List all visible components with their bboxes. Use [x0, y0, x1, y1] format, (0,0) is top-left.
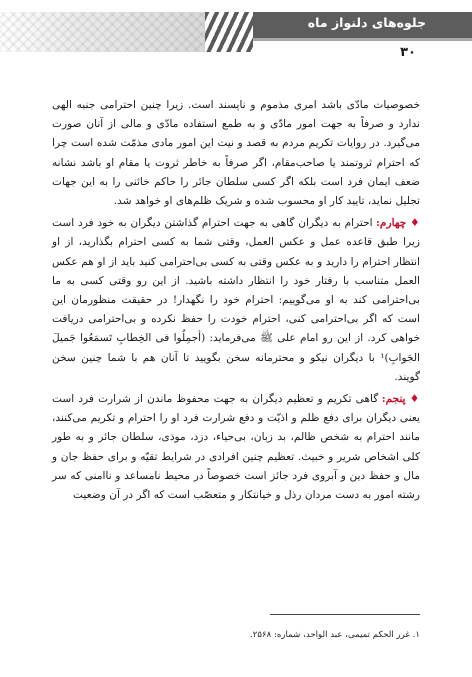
footnote-separator	[270, 614, 420, 615]
bullet-marker: ♦	[410, 217, 421, 230]
paragraph-1: خصوصیات مادّی باشد امری مذموم و ناپسند است. زیرا چنین احترامی جنبه الهی ندارد و صرفاً به جهت امور مادّی و به طمع استفاده مادّی و مالی از آنان صورت می‌گیرد. در روایات تکریم مردم به قصد و نیت این امور مادی مذمّت شده است چرا که احترام ثروتمند یا صاحب‌مقام، اگر صرفاً به خاطر ثروت یا مقام او باشد نشانه ضعف ایمان فرد است بلکه اگر کسی سلطان جائر را حاکم خائنی را به این جهات تجلیل نماید، تایید کار او محسوب شده و شریک ظلم‌های او خواهد شد.	[52, 99, 420, 208]
section-label-fifth: پنجم:	[381, 393, 406, 406]
body-text	[52, 96, 420, 508]
page-header	[0, 0, 472, 64]
header-rule	[253, 38, 472, 41]
footnote: ۱. غرر الحکم تمیمی، عبد الواحد، شماره: ۲۵۶۸.	[250, 630, 420, 640]
header-ornament	[0, 12, 205, 52]
header-stripes	[205, 12, 253, 52]
page-number: ۳۰	[400, 45, 416, 60]
paragraph-2	[52, 214, 420, 387]
bullet-marker: ♦	[409, 393, 421, 406]
paragraph-3-text: گاهی تکریم و تعظیم دیگران به جهت محفوظ ماندن از شرارت فرد است یعنی دیگران برای دفع ظلم و اذیّت و دفع شرارت فرد او را احترام و تکریم می‌کنند، مانند احترام به شخص ظالم، بد زبان، بی‌حیاء، دزد، موذی، سلطان جائر و به طور کلی اشخاص شریر و خبیث. تعظیم چنین افرادی در شرایط تقیّه و برای حفظ جان و مال و حفظ دین و آبروی فرد جائز است خصوصاً در محیط نامساعد و ناامنی که سر رشته امور به دست مردان رذل و خیانتکار و متعصّب است که اگر در آن وضعیت	[52, 393, 420, 502]
section-label-fourth: چهارم:	[376, 217, 407, 230]
running-title: جلوه‌های دلنواز ماه	[307, 15, 426, 30]
paragraph-2-text: احترام به دیگران گاهی به جهت احترام گذاشتن دیگران به خود فرد است زیرا طبق قاعده عمل و عکس العمل، وقتی شما به کسی احترام بگذارید، از او انتظار احترام را دارید و به عکس وقتی به کسی بی‌احترامی کنید باید از او هم عکس العمل متناسب با رفتار خود را انتظار داشته باشید. از این رو وقتی کسی به ما بی‌احترامی کند به او می‌گوییم: احترام خود را نگهدار! در حقیقت منظورمان این است که اگر بی‌احترامی کنی، احترام خودت را حفظ نکرده و بی‌احترامی دریافت خواهی کرد. از این رو امام علی ﷺ می‌فرماید: (أجمِلُوا فی الخِطابِ تَسمَعُوا جَمیلَ الجَوابِ)¹ با دیگران نیکو و محترمانه سخن بگویید تا آنان هم با شما چنین سخن گویند.	[52, 217, 420, 383]
paragraph-3	[52, 390, 420, 505]
